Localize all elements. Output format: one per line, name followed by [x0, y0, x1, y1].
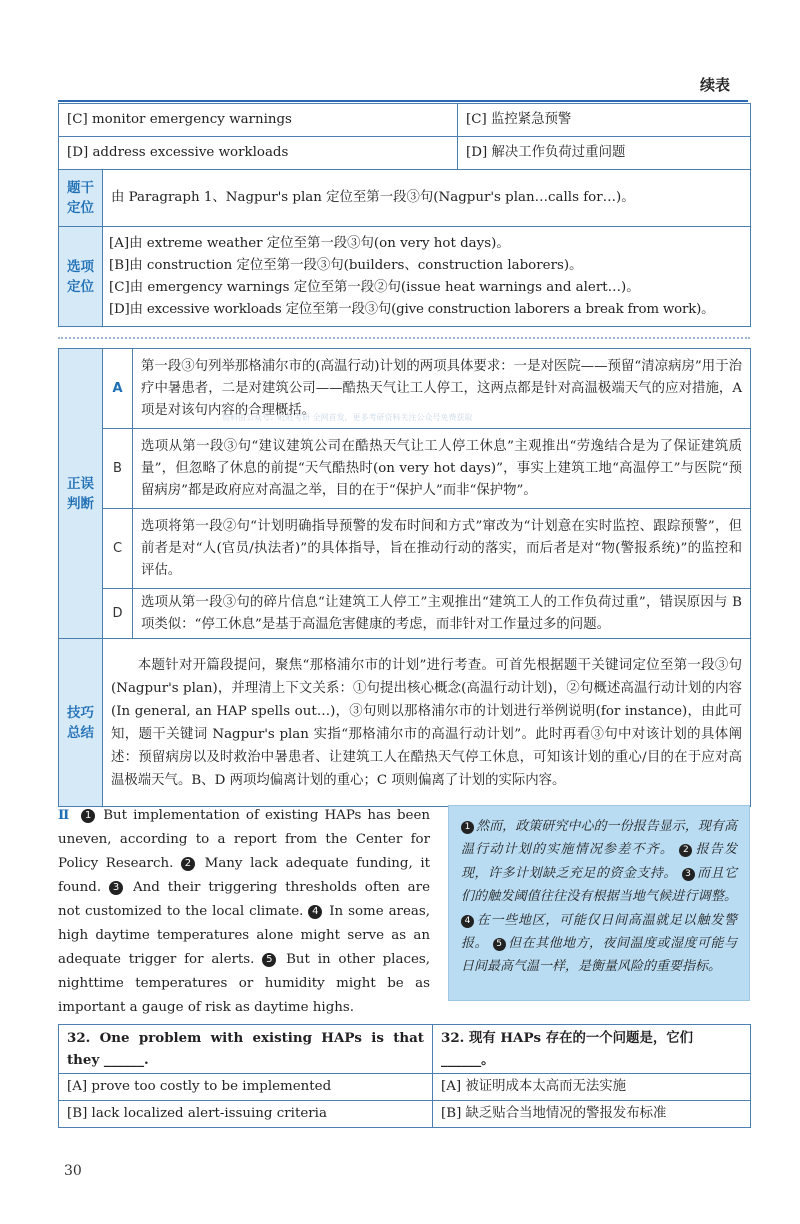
option-letter: D [103, 589, 133, 639]
question-option-row [59, 1074, 751, 1101]
skill-summary-row [59, 639, 751, 807]
sentence-number: 4 [461, 915, 474, 928]
judgement-text: 选项将第一段②句“计划明确指导预警的发布时间和方式”窜改为“计划意在实时监控、跟踪预警”，但前者是对“人(官员/执法者)”的具体指导，旨在推动行动的落实，而后者是对“物(警报系统)”的监控和评估。 [133, 509, 751, 589]
translation-sentence: 但在其他地方，夜间温度或湿度可能与日间最高气温一样，是衡量风险的重要指标。 [461, 936, 737, 975]
sentence-number: 5 [262, 953, 276, 967]
question-option-en: [B] lack localized alert-issuing criteria [59, 1101, 433, 1128]
passage-paragraph [58, 803, 430, 1020]
judgement-label: 正误 判断 [59, 349, 103, 639]
sentence-number: 2 [181, 857, 195, 871]
sentence: Many lack adequate funding, it found. [58, 856, 430, 895]
question-option-en: [A] prove too costly to be implemented [59, 1074, 433, 1101]
question-stem-row [59, 1025, 751, 1074]
option-locate-line: [D]由 excessive workloads 定位至第一段③句(give construction laborers a break from work)。 [109, 301, 715, 317]
option-letter: C [103, 509, 133, 589]
options-row [59, 137, 751, 170]
sentence-number: 3 [682, 868, 695, 881]
stem-locate-text: 由 Paragraph 1、Nagpur's plan 定位至第一段③句(Nagpur's plan…calls for…)。 [103, 170, 751, 227]
stem-locate-label: 题干 定位 [59, 170, 103, 227]
paragraph-number: Ⅱ [58, 807, 72, 823]
option-en: [C] monitor emergency warnings [59, 104, 458, 137]
sentence: But in other places, nighttime temperatures or humidity might be as important a gauge of risk as daytime highs. [58, 952, 431, 1015]
translation-sentence: 然而，政策研究中心的一份报告显示，现有高温行动计划的实施情况参差不齐。 [461, 819, 737, 858]
translation-sentence: 报告发现，许多计划缺乏充足的资金支持。 [461, 842, 737, 881]
sentence-number: 4 [308, 905, 322, 919]
sentence-number: 3 [109, 881, 123, 895]
judgement-row [59, 589, 751, 639]
sentence: But implementation of existing HAPs has been uneven, according to a report from the Center for Policy Research. [58, 808, 430, 871]
option-locate-row [59, 227, 751, 327]
options-table [58, 103, 751, 170]
continued-label: 续表 [699, 76, 730, 94]
question-32-table [58, 1024, 751, 1128]
option-locate-line: [C]由 emergency warnings 定位至第一段②句(issue heat warnings and alert…)。 [109, 279, 640, 295]
question-option-zh: [B] 缺乏贴合当地情况的警报发布标准 [433, 1101, 751, 1128]
option-letter: A [103, 349, 133, 429]
judgement-row [59, 509, 751, 589]
translation-sentence: 而且它们的触发阈值往往没有根据当地气候进行调整。 [461, 865, 737, 905]
option-locate-line: [B]由 construction 定位至第一段③句(builders、construction laborers)。 [109, 257, 583, 273]
sentence: And their triggering thresholds often are not customized to the local climate. [58, 880, 430, 919]
option-locate-line: [A]由 extreme weather 定位至第一段③句(on very hot days)。 [109, 235, 510, 251]
translation-sentence: 在一些地区，可能仅日间高温就足以触发警报。 [461, 912, 737, 952]
option-letter: B [103, 429, 133, 509]
option-zh: [D] 解决工作负荷过重问题 [458, 137, 751, 170]
translation-box [448, 805, 750, 1001]
options-row [59, 104, 751, 137]
judgement-text: 选项从第一段③句的碎片信息“让建筑工人停工”主观推出“建筑工人的工作负荷过重”，错误原因与 B 项类似：“停工休息”是基于高温危害健康的考虑，而非针对工作量过多的问题。 [133, 589, 751, 639]
question-stem-zh: 32. 现有 HAPs 存在的一个问题是，它们______。 [433, 1025, 751, 1074]
header-rule [58, 100, 748, 102]
option-locate-lines [103, 227, 751, 327]
option-en: [D] address excessive workloads [59, 137, 458, 170]
question-stem-en: 32. One problem with existing HAPs is that they ______. [59, 1025, 433, 1074]
page-number: 30 [64, 1163, 82, 1179]
sentence: In some areas, high daytime temperatures alone might serve as an adequate trigger for alerts. [58, 904, 430, 967]
watermark: 资料由公众号：旺旺考研 全网首发，更多考研资料关注公众号免费获取 [222, 413, 473, 422]
judgement-text: 选项从第一段③句“建议建筑公司在酷热天气让工人停工休息”主观推出“劳逸结合是为了保证建筑质量”，但忽略了休息的前提“天气酷热时(on very hot days)”，事实上建筑工地“高温停工”与医院“预留病房”都是政府应对高温之举，目的在于“保护人”而非“保护物”。 [133, 429, 751, 509]
locate-table [58, 169, 751, 327]
question-option-zh: [A] 被证明成本太高而无法实施 [433, 1074, 751, 1101]
question-option-row [59, 1101, 751, 1128]
judgement-text: 第一段③句列举那格浦尔市的(高温行动)计划的两项具体要求：一是对医院——预留“清凉病房”用于治疗中暑患者，二是对建筑公司——酷热天气让工人停工，这两点都是针对高温极端天气的应对措施，A 项是对该句内容的合理概括。 [133, 349, 751, 429]
skill-summary-label: 技巧 总结 [59, 639, 103, 807]
option-zh: [C] 监控紧急预警 [458, 104, 751, 137]
judgement-row [59, 429, 751, 509]
sentence-number: 5 [493, 938, 506, 951]
sentence-number: 1 [81, 809, 95, 823]
stem-locate-row [59, 170, 751, 227]
sentence-number: 1 [461, 821, 474, 834]
skill-summary-text: 本题针对开篇段提问，聚焦“那格浦尔市的计划”进行考查。可首先根据题干关键词定位至第一段③句(Nagpur's plan)，并理清上下文关系：①句提出核心概念(高温行动计划)，②句概述高温行动计划的内容(In general, an HAP spells out…)，③句则以那格浦尔市的计划进行举例说明(for instance)，由此可知，题干关键词 Nagpur's plan 实指“那格浦尔市的高温行动计划”。此时再看③句中对该计划的具体阐述：预留病房以及时救治中暑患者、让建筑工人在酷热天气停工休息，可知该计划的重心/目的在于应对高温极端天气。B、D 两项均偏离计划的重心；C 项则偏离了计划的实际内容。 [103, 639, 751, 807]
sentence-number: 2 [679, 844, 692, 857]
option-locate-label: 选项 定位 [59, 227, 103, 327]
section-divider [58, 337, 750, 339]
